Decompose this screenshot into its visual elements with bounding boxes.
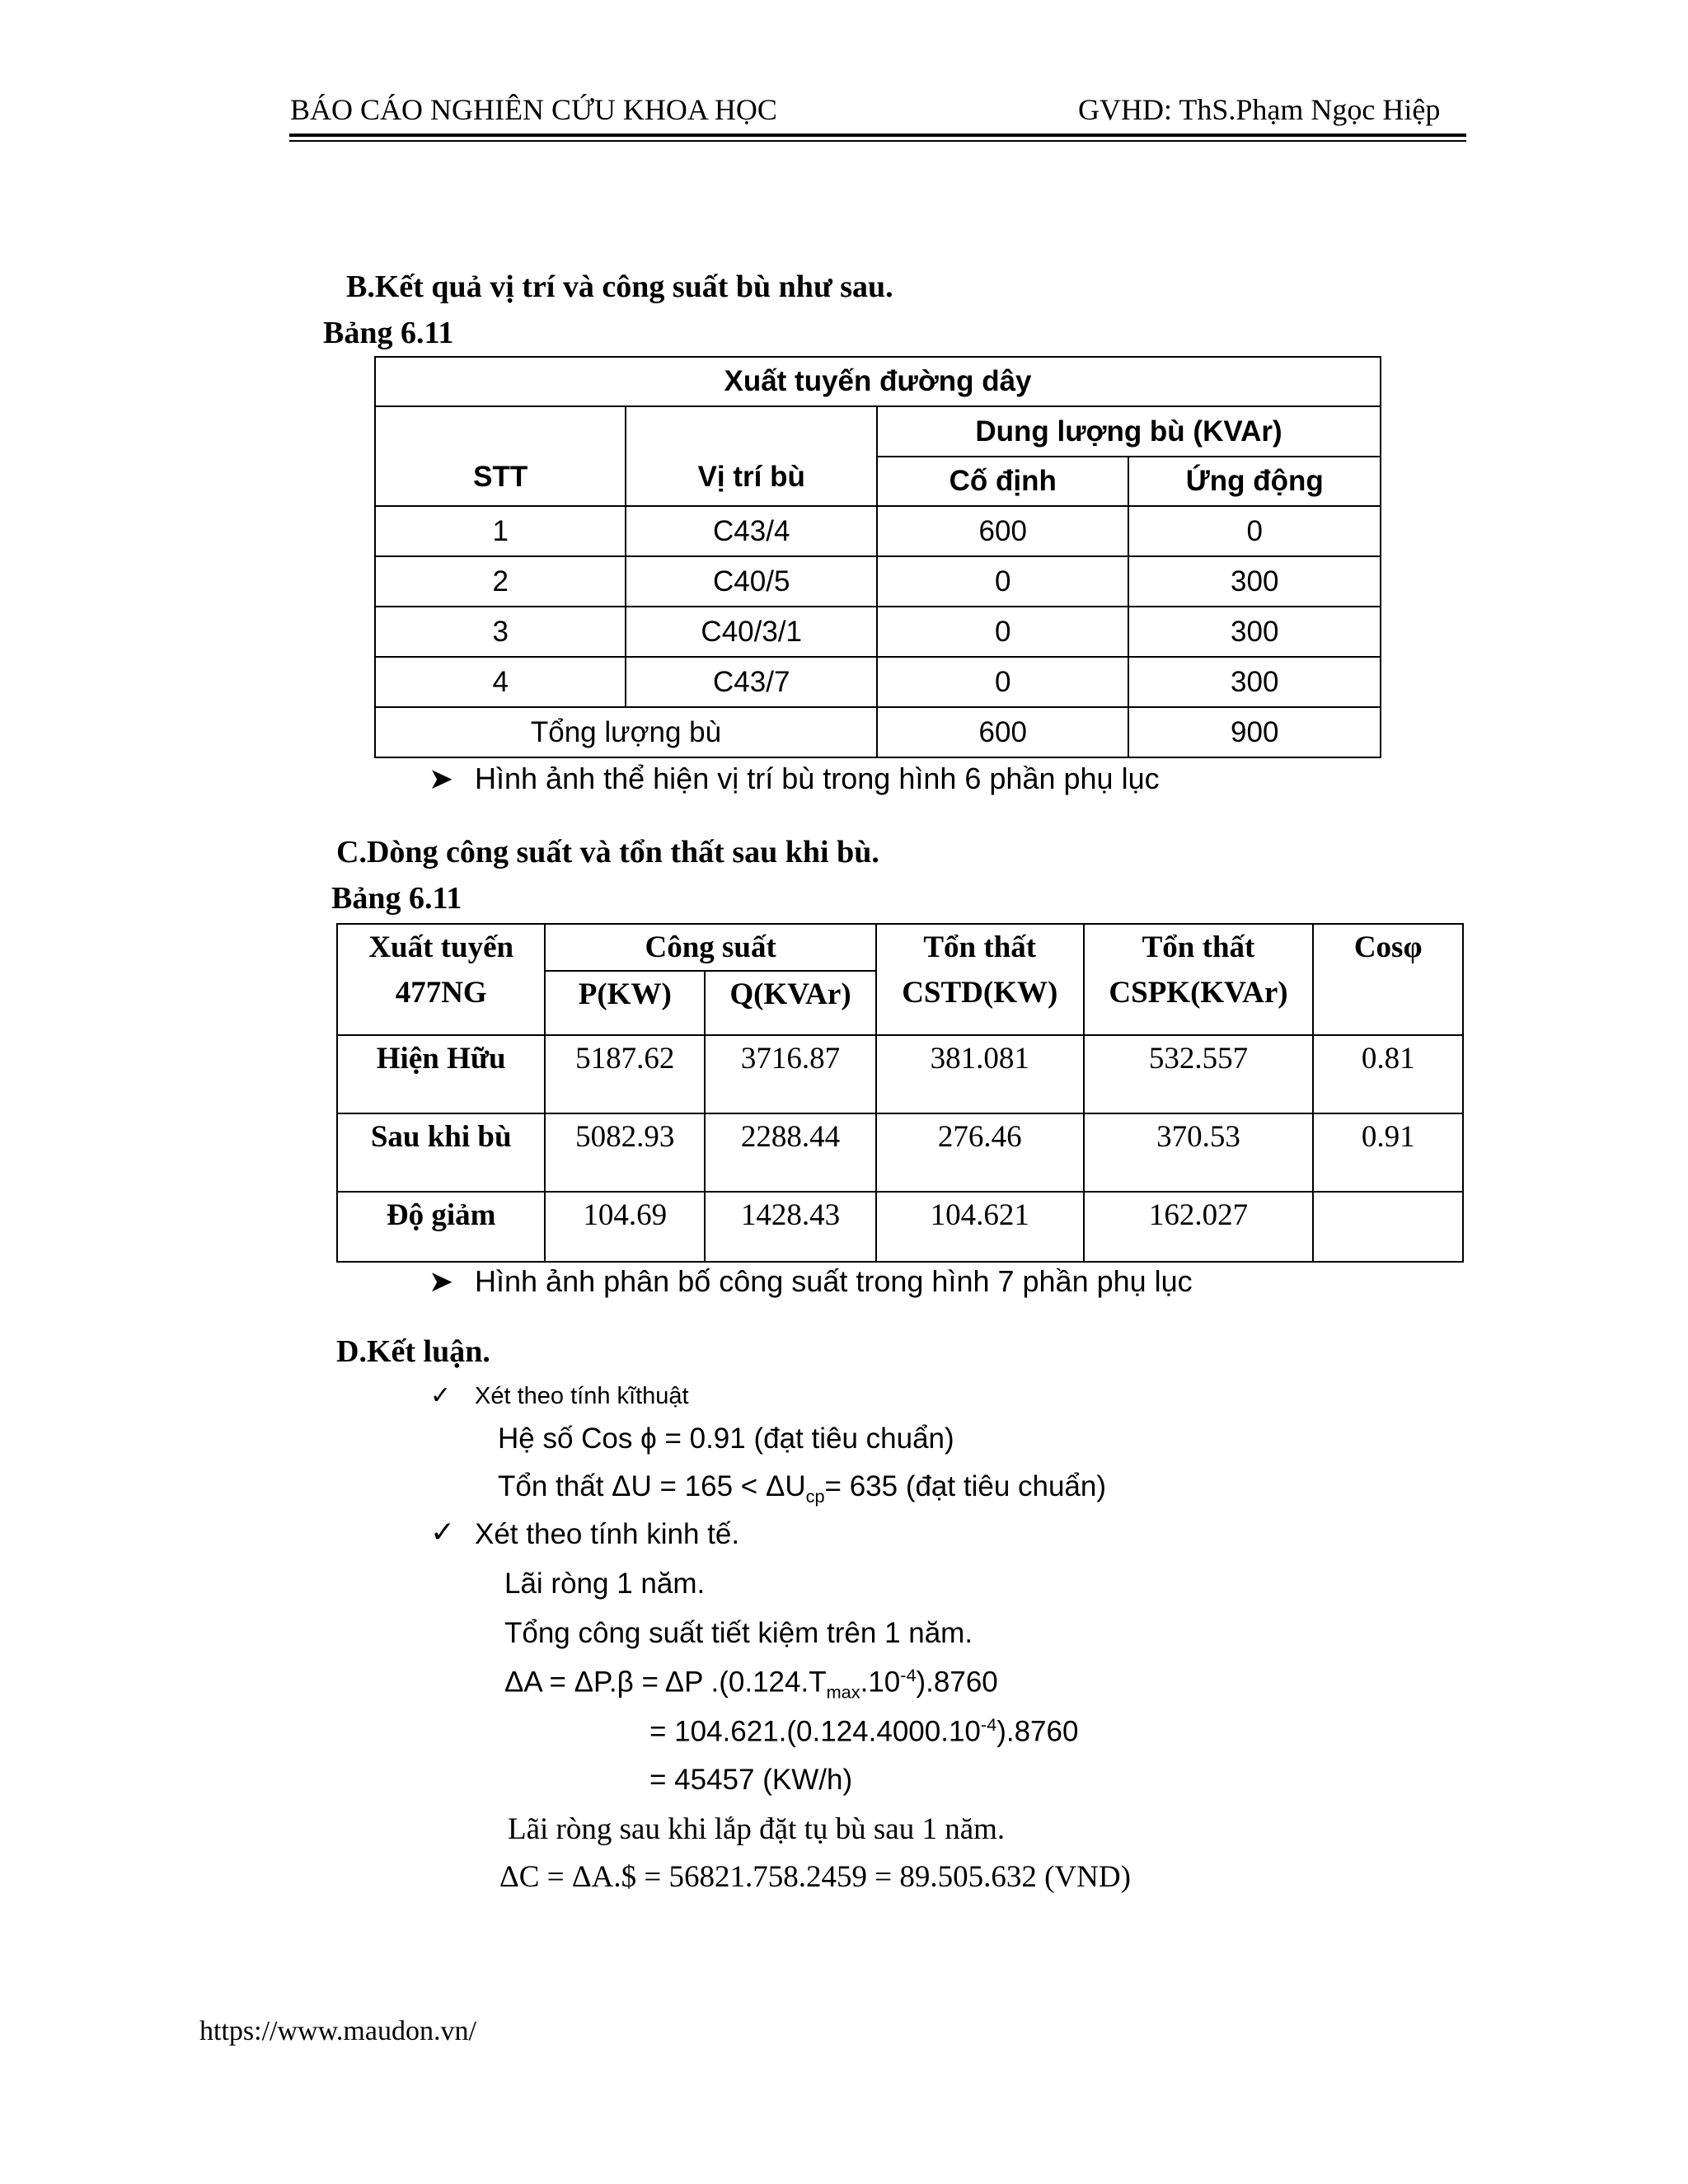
table-row [337,1192,1463,1262]
h-feeder-line2: 477NG [395,976,487,1010]
cell-location: C40/5 [626,556,877,607]
table-1-caption: Bảng 6.11 [323,316,454,350]
col-stt: STT [375,406,626,506]
total-dynamic: 900 [1128,707,1381,757]
cell-p: 5082.93 [545,1113,705,1192]
saving-line: Tổng công suất tiết kiệm trên 1 năm. [504,1617,973,1649]
profit-line: Lãi ròng 1 năm. [504,1568,706,1600]
check-icon: ✓ [430,1382,452,1409]
table-title: Xuất tuyến đường dây [375,357,1381,406]
col-location: Vị trí bù [626,406,877,506]
arrow-bullet-icon: ➤ [429,1264,454,1298]
h-loss-active-line1: Tổn thất [923,930,1037,964]
table-2-caption: Bảng 6.11 [331,881,462,916]
h-feeder [337,924,545,1035]
section-d-heading: D.Kết luận. [336,1334,490,1369]
cell-cspk: 162.027 [1084,1192,1314,1262]
cell-cstd: 104.621 [876,1192,1084,1262]
cell-stt: 4 [375,657,626,707]
cell-dynamic: 300 [1128,657,1381,707]
row-label: Sau khi bù [337,1113,545,1192]
h-p: P(KW) [545,971,705,1035]
cell-cstd: 276.46 [876,1113,1084,1192]
cell-q: 2288.44 [705,1113,876,1192]
h-loss-reactive-line1: Tổn thất [1142,930,1255,964]
table-row [337,1035,1463,1113]
delta-c-line: ΔC = ΔA.$ = 56821.758.2459 = 89.505.632 (VND) [499,1860,1131,1894]
equation-2: = $104.621.(0.124.4000.10^{-4}).8760$ [649,1714,1079,1748]
cell-fixed: 600 [877,506,1128,556]
table-row [375,607,1381,657]
power-loss-table [336,923,1464,1263]
cell-dynamic: 0 [1128,506,1381,556]
cos-line: Hệ số Cos ϕ = 0.91 (đạt tiêu chuẩn) [498,1422,954,1455]
table-row [375,506,1381,556]
cell-location: C40/3/1 [626,607,877,657]
footer-url[interactable]: https://www.maudon.vn/ [199,2016,476,2046]
col-fixed: Cố định [877,457,1128,506]
compensation-table [374,356,1381,758]
total-fixed: 600 [877,707,1128,757]
profit-after-line: Lãi ròng sau khi lắp đặt tụ bù sau 1 năm. [508,1812,1006,1846]
header-title: BÁO CÁO NGHIÊN CỨU KHOA HỌC [290,93,777,126]
section-b-note: Hình ảnh thể hiện vị trí bù trong hình 6 phần phụ lục [475,762,1160,795]
cell-dynamic: 300 [1128,556,1381,607]
h-loss-reactive-line2: CSPK(KVAr) [1109,976,1288,1010]
tech-label: Xét theo tính kĩthuật [475,1383,689,1409]
cell-fixed: 0 [877,556,1128,607]
cell-cos: 0.91 [1313,1113,1463,1192]
row-label: Hiện Hữu [337,1035,545,1113]
econ-label: Xét theo tính kinh tế. [475,1518,740,1550]
section-c-note: Hình ảnh phân bố công suất trong hình 7 phần phụ lục [475,1264,1193,1298]
header-advisor: GVHD: ThS.Phạm Ngọc Hiệp [1078,93,1441,126]
equation-3: = 45457 (KW/h) [649,1764,853,1796]
cell-stt: 2 [375,556,626,607]
cell-location: C43/7 [626,657,877,707]
h-q: Q(KVAr) [705,971,876,1035]
h-loss-active [876,924,1084,1035]
header-rule-thin [289,140,1466,142]
section-b-heading: B.Kết quả vị trí và công suất bù như sau. [346,269,893,304]
cell-dynamic: 300 [1128,607,1381,657]
col-capacity: Dung lượng bù (KVAr) [877,406,1381,457]
h-feeder-line1: Xuất tuyến [368,930,514,964]
cell-q: 3716.87 [705,1035,876,1113]
cell-stt: 3 [375,607,626,657]
cell-stt: 1 [375,506,626,556]
h-cos: Cosφ [1313,924,1463,1035]
du-line: Tổn thất $\Delta U = 165 < \Delta U_{cp}= 635$ (đạt tiêu chuẩn) [498,1470,1107,1507]
cell-fixed: 0 [877,657,1128,707]
cell-cspk: 370.53 [1084,1113,1314,1192]
arrow-bullet-icon: ➤ [429,762,454,795]
h-loss-active-line2: CSTD(KW) [902,976,1058,1010]
table-total-row [375,707,1381,757]
cell-cos [1313,1192,1463,1262]
check-icon: ✓ [430,1515,456,1549]
section-c-heading: C.Dòng công suất và tổn thất sau khi bù. [336,835,879,869]
cell-cspk: 532.557 [1084,1035,1314,1113]
h-power: Công suất [545,924,875,971]
total-label: Tổng lượng bù [375,707,877,757]
col-dynamic: Ứng động [1128,457,1381,506]
cell-p: 104.69 [545,1192,705,1262]
table-row [375,556,1381,607]
header-rule [289,134,1466,137]
equation-1: ΔA = ΔP.β = ΔP $.(0.124.T_{max}.10^{-4}).8760$ [504,1665,998,1703]
cell-cos: 0.81 [1313,1035,1463,1113]
row-label: Độ giảm [337,1192,545,1262]
cell-p: 5187.62 [545,1035,705,1113]
table-row [337,1113,1463,1192]
h-loss-reactive [1084,924,1314,1035]
table-row [375,657,1381,707]
cell-location: C43/4 [626,506,877,556]
cell-q: 1428.43 [705,1192,876,1262]
cell-fixed: 0 [877,607,1128,657]
cell-cstd: 381.081 [876,1035,1084,1113]
